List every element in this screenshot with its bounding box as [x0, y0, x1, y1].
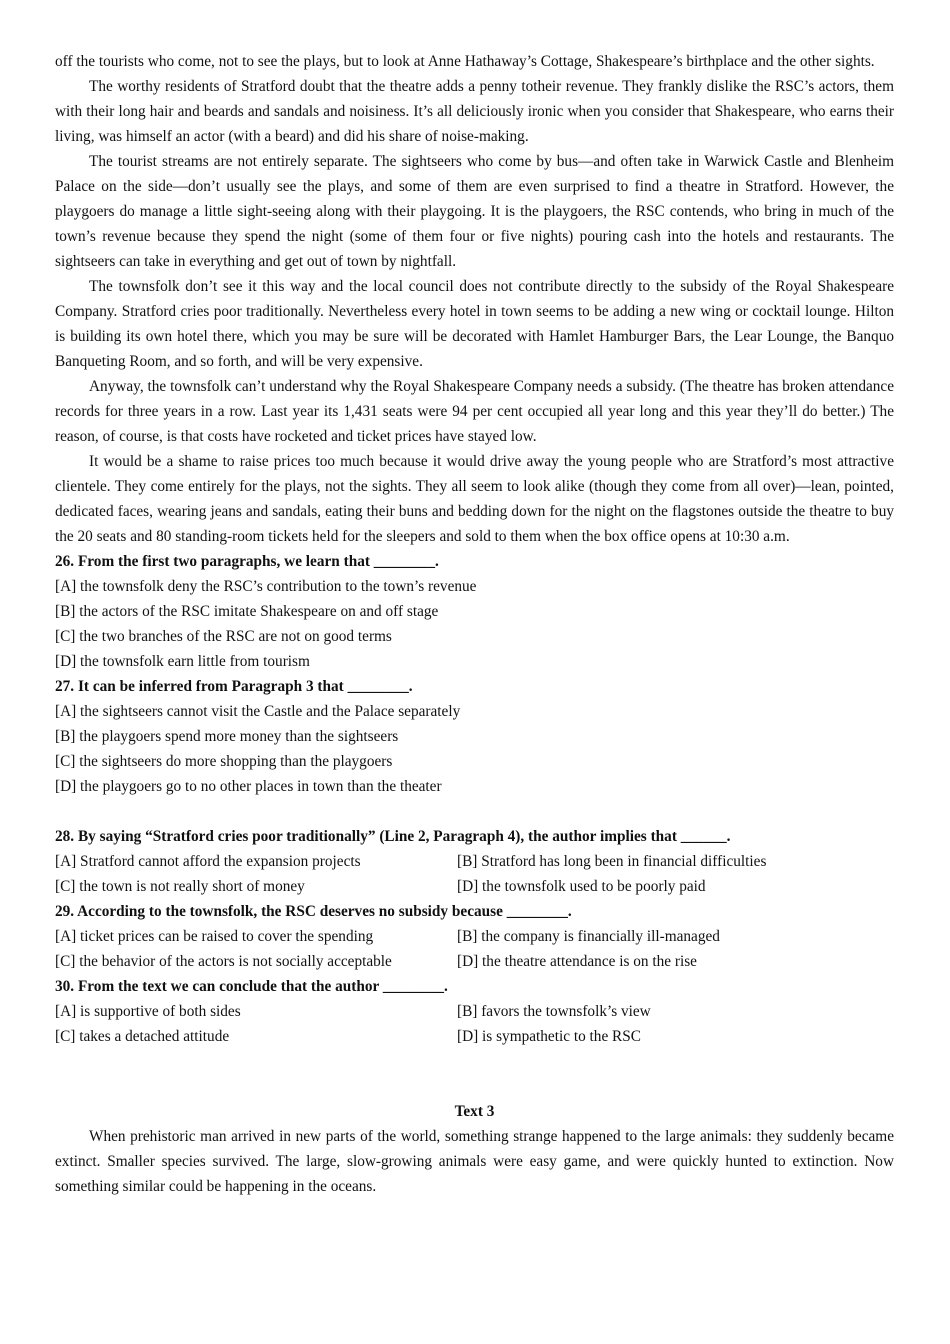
option-b: [B] the playgoers spend more money than the sightseers [55, 728, 399, 745]
question-stem: 29. According to the townsfolk, the RSC deserves no subsidy because ________. [55, 903, 572, 920]
option-b: [B] the company is financially ill-managed [457, 928, 720, 945]
option-a: [A] is supportive of both sides [55, 1003, 241, 1020]
option-d: [D] the theatre attendance is on the rise [457, 953, 697, 970]
option-d: [D] the playgoers go to no other places in town than the theater [55, 778, 442, 795]
question-30 [55, 974, 894, 1049]
question-27 [55, 674, 894, 799]
option-d: [D] is sympathetic to the RSC [457, 1028, 641, 1045]
option-d: [D] the townsfolk used to be poorly paid [457, 878, 706, 895]
option-b: [B] Stratford has long been in financial difficulties [457, 853, 767, 870]
option-row [55, 1024, 894, 1049]
option-c: [C] the behavior of the actors is not socially acceptable [55, 953, 392, 970]
paragraph: The tourist streams are not entirely separate. The sightseers who come by bus—and often take in Warwick Castle and Blenheim Palace on the side—don’t usually see the plays, and some of them are even surprised to find a theatre in Stratford. However, the playgoers do manage a little sight-seeing along with their playgoing. It is the playgoers, the RSC contends, who bring in much of the town’s revenue because they spend the night (some of them four or five nights) pouring cash into the hotels and restaurants. The sightseers can take in everything and get out of town by nightfall. [55, 153, 894, 270]
spacer [55, 799, 894, 824]
question-stem: 30. From the text we can conclude that the author ________. [55, 978, 448, 995]
paragraph-continued: off the tourists who come, not to see the plays, but to look at Anne Hathaway’s Cottage, Shakespeare’s birthplace and the other sights. [55, 53, 875, 70]
question-28 [55, 824, 894, 899]
question-stem: 28. By saying “Stratford cries poor traditionally” (Line 2, Paragraph 4), the author implies that ______. [55, 828, 731, 845]
option-b: [B] the actors of the RSC imitate Shakespeare on and off stage [55, 603, 439, 620]
question-stem: 27. It can be inferred from Paragraph 3 that ________. [55, 678, 413, 695]
option-a: [A] Stratford cannot afford the expansion projects [55, 853, 361, 870]
section-title: Text 3 [454, 1103, 495, 1120]
option-row [55, 924, 894, 949]
option-row [55, 874, 894, 899]
question-26 [55, 549, 894, 674]
paragraph: When prehistoric man arrived in new parts of the world, something strange happened to the large animals: they suddenly became extinct. Smaller species survived. The large, slow-growing animals were easy game, and were quickly hunted to extinction. Now something similar could be happening in the oceans. [55, 1128, 894, 1195]
question-29 [55, 899, 894, 974]
option-c: [C] the town is not really short of money [55, 878, 305, 895]
document-page [55, 49, 894, 1199]
paragraph: The townsfolk don’t see it this way and the local council does not contribute directly to the subsidy of the Royal Shakespeare Company. Stratford cries poor traditionally. Nevertheless every hotel in town seems to be adding a new wing or cocktail lounge. Hilton is building its own hotel there, which you may be sure will be decorated with Hamlet Hamburger Bars, the Lear Lounge, the Banquo Banqueting Room, and so forth, and will be very expensive. [55, 278, 894, 370]
option-c: [C] the two branches of the RSC are not on good terms [55, 628, 392, 645]
option-b: [B] favors the townsfolk’s view [457, 1003, 651, 1020]
option-row [55, 949, 894, 974]
option-row [55, 849, 894, 874]
paragraph: The worthy residents of Stratford doubt that the theatre adds a penny totheir revenue. They frankly dislike the RSC’s actors, them with their long hair and beards and sandals and noisiness. It’s all deliciously ironic when you consider that Shakespeare, who earns their living, was himself an actor (with a beard) and did his share of noise-making. [55, 78, 894, 145]
paragraph: Anyway, the townsfolk can’t understand why the Royal Shakespeare Company needs a subsidy. (The theatre has broken attendance records for three years in a row. Last year its 1,431 seats were 94 per cent occupied all year long and this year they’ll do better.) The reason, of course, is that costs have rocketed and ticket prices have stayed low. [55, 378, 894, 445]
option-a: [A] ticket prices can be raised to cover the spending [55, 928, 374, 945]
option-c: [C] takes a detached attitude [55, 1028, 230, 1045]
paragraph: It would be a shame to raise prices too much because it would drive away the young people who are Stratford’s most attractive clientele. They come entirely for the plays, not the sights. They all seem to look alike (though they come from all over)—lean, pointed, dedicated faces, wearing jeans and sandals, eating their buns and bedding down for the night on the flagstones outside the theatre to buy the 20 seats and 80 standing-room tickets held for the sleepers and sold to them when the box office opens at 10:30 a.m. [55, 453, 894, 545]
option-a: [A] the sightseers cannot visit the Castle and the Palace separately [55, 703, 461, 720]
option-a: [A] the townsfolk deny the RSC’s contribution to the town’s revenue [55, 578, 477, 595]
option-d: [D] the townsfolk earn little from tourism [55, 653, 310, 670]
option-c: [C] the sightseers do more shopping than the playgoers [55, 753, 393, 770]
question-stem: 26. From the first two paragraphs, we learn that ________. [55, 553, 439, 570]
spacer [55, 1049, 894, 1099]
option-row [55, 999, 894, 1024]
